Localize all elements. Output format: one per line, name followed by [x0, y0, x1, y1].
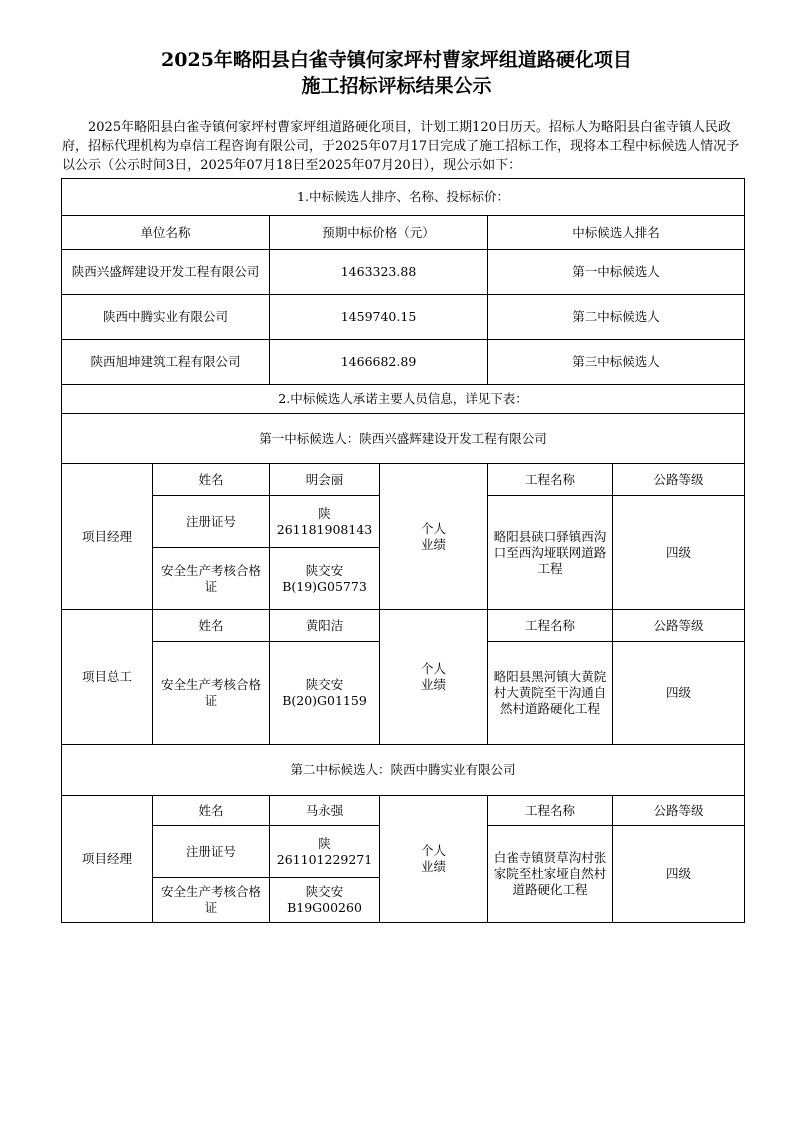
header-price: 预期中标价格（元） — [270, 216, 488, 250]
label-project-name: 工程名称 — [488, 610, 613, 642]
project-name: 略阳县黑河镇大黄院村大黄院至干沟通自然村道路硬化工程 — [488, 642, 613, 745]
table-row — [62, 340, 745, 385]
person-cert: 陕261181908143 — [270, 496, 380, 548]
person-name: 马永强 — [270, 796, 380, 826]
bid-price: 1466682.89 — [270, 340, 488, 385]
section2-heading: 2.中标候选人承诺主要人员信息，详见下表： — [62, 385, 745, 414]
label-performance: 个人 业绩 — [380, 464, 488, 610]
road-grade: 四级 — [613, 642, 745, 745]
person-role: 项目经理 — [62, 796, 153, 923]
label-cert: 注册证号 — [153, 826, 270, 878]
label-road-grade: 公路等级 — [613, 796, 745, 826]
candidate-rank: 第二中标候选人 — [488, 295, 745, 340]
company-name: 陕西中腾实业有限公司 — [62, 295, 270, 340]
label-safety: 安全生产考核合格证 — [153, 642, 270, 745]
label-performance: 个人 业绩 — [380, 610, 488, 745]
company-name: 陕西旭坤建筑工程有限公司 — [62, 340, 270, 385]
label-safety: 安全生产考核合格证 — [153, 878, 270, 923]
person-safety-cert: 陕交安B19G00260 — [270, 878, 380, 923]
person-safety-cert: 陕交安 B(20)G01159 — [270, 642, 380, 745]
candidate-rank: 第三中标候选人 — [488, 340, 745, 385]
label-performance: 个人 业绩 — [380, 796, 488, 923]
candidate-title: 第二中标候选人：陕西中腾实业有限公司 — [62, 745, 745, 796]
road-grade: 四级 — [613, 496, 745, 610]
person-name: 黄阳洁 — [270, 610, 380, 642]
person-role: 项目总工 — [62, 610, 153, 745]
label-name: 姓名 — [153, 796, 270, 826]
section1-header-row — [62, 216, 745, 250]
candidate-title: 第一中标候选人：陕西兴盛辉建设开发工程有限公司 — [62, 414, 745, 464]
project-name: 略阳县硖口驿镇西沟口至西沟垭联网道路工程 — [488, 496, 613, 610]
project-name: 白雀寺镇贤草沟村张家院至杜家垭自然村道路硬化工程 — [488, 826, 613, 923]
label-project-name: 工程名称 — [488, 464, 613, 496]
label-road-grade: 公路等级 — [613, 464, 745, 496]
candidate-rank: 第一中标候选人 — [488, 250, 745, 295]
person-cert: 陕261101229271 — [270, 826, 380, 878]
section1-heading: 1.中标候选人排序、名称、投标标价： — [62, 179, 745, 216]
label-cert: 注册证号 — [153, 496, 270, 548]
bid-price: 1463323.88 — [270, 250, 488, 295]
label-safety: 安全生产考核合格证 — [153, 548, 270, 610]
bid-price: 1459740.15 — [270, 295, 488, 340]
table-row — [62, 250, 745, 295]
page-title: 2025年略阳县白雀寺镇何家坪村曹家坪组道路硬化项目 — [161, 49, 632, 71]
label-name: 姓名 — [153, 464, 270, 496]
results-table — [61, 178, 745, 923]
label-name: 姓名 — [153, 610, 270, 642]
page-subtitle: 施工招标评标结果公示 — [301, 75, 492, 97]
header-company: 单位名称 — [62, 216, 270, 250]
person-safety-cert: 陕交安 B(19)G05773 — [270, 548, 380, 610]
road-grade: 四级 — [613, 826, 745, 923]
intro-paragraph: 2025年略阳县白雀寺镇何家坪村曹家坪组道路硬化项目，计划工期120日历天。招标人为略阳县白雀寺镇人民政府，招标代理机构为卓信工程咨询有限公司，于2025年07月17日完成了施工招标工作，现将本工程中标候选人情况予以公示（公示时间3日，2025年07月18日至2025年07月20日），现公示如下： — [62, 120, 740, 173]
table-row — [62, 295, 745, 340]
label-road-grade: 公路等级 — [613, 610, 745, 642]
person-name: 明会丽 — [270, 464, 380, 496]
header-rank: 中标候选人排名 — [488, 216, 745, 250]
person-role: 项目经理 — [62, 464, 153, 610]
company-name: 陕西兴盛辉建设开发工程有限公司 — [62, 250, 270, 295]
label-project-name: 工程名称 — [488, 796, 613, 826]
